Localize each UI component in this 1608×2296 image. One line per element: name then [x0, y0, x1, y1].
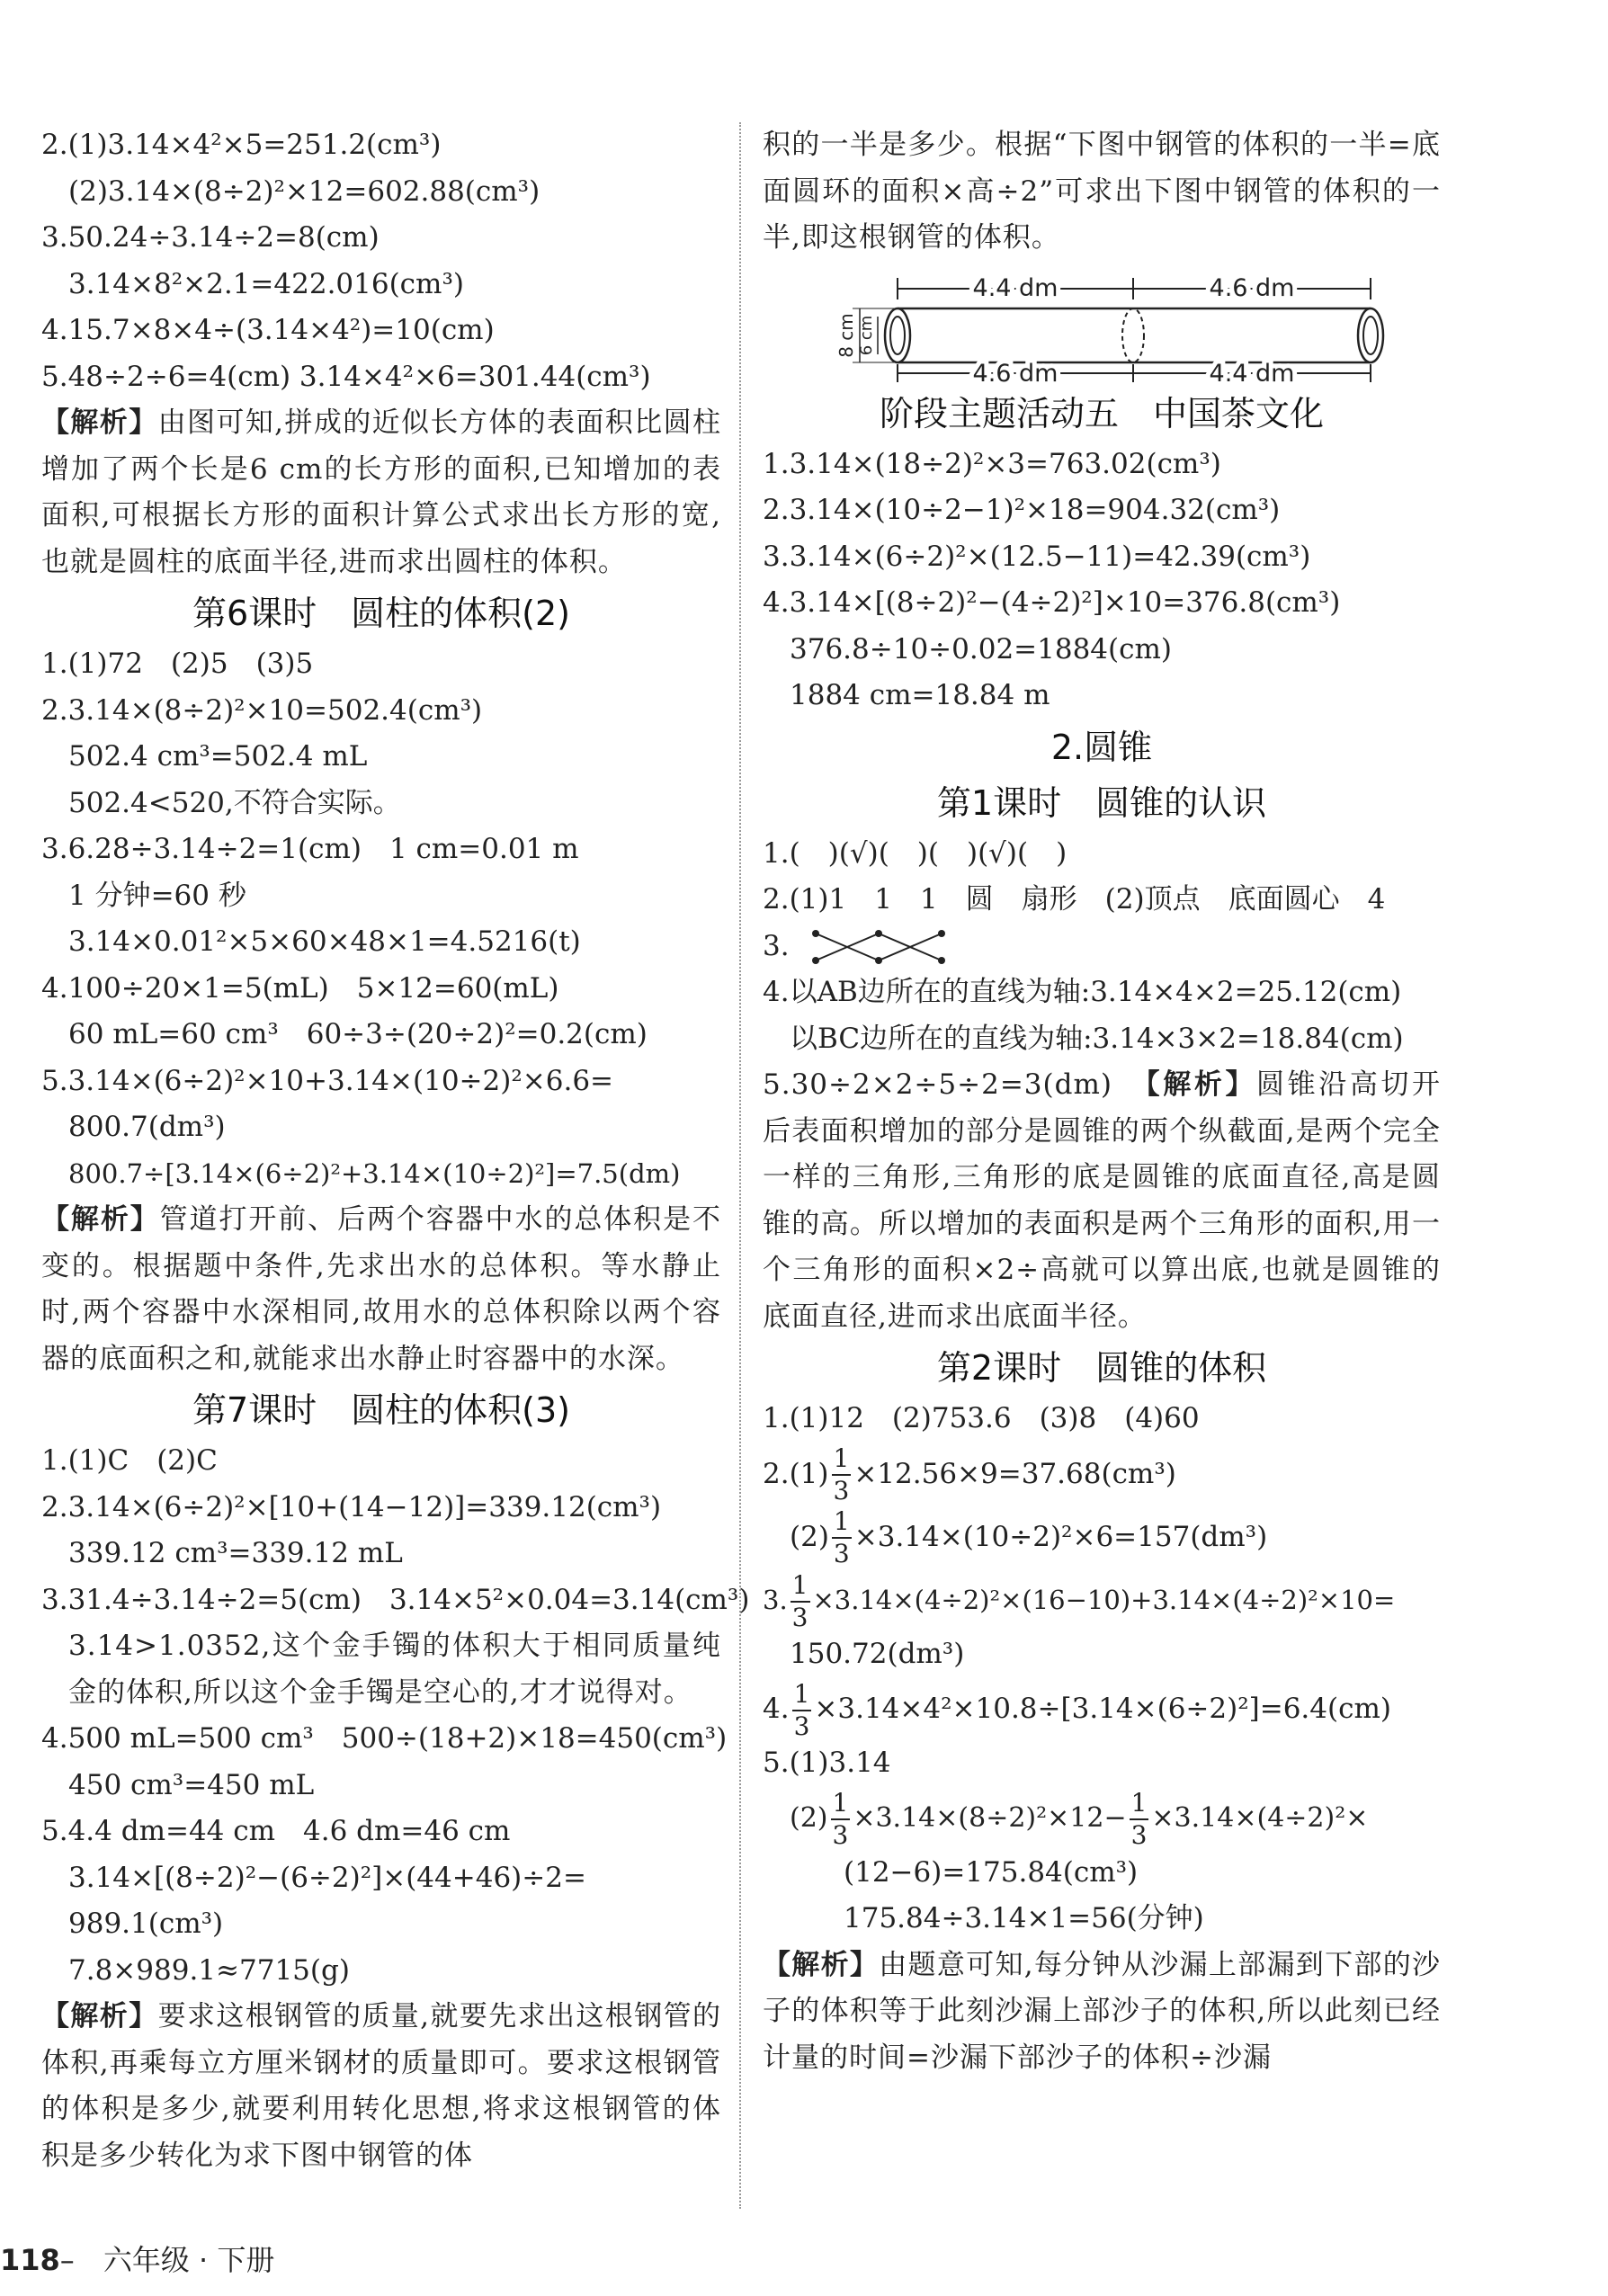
activity-heading: 阶段主题活动五 中国茶文化 [879, 393, 1324, 433]
answer-line: 3.3.14×(6÷2)²×(12.5−11)=42.39(cm³) [763, 540, 1311, 573]
answer-line [763, 924, 1441, 970]
answer-line: 3. $\frac{1}{3}$ ×3.14×(4÷2)²×(16−10)+3.14×(4÷2)²×10= [763, 1569, 1396, 1632]
analysis-tag: 【解析】 [41, 1203, 160, 1236]
right-column [763, 122, 1441, 2081]
answer-line: 1.(1)C (2)C [41, 1444, 218, 1477]
answer-line: 5.48÷2÷6=4(cm) 3.14×4²×6=301.44(cm³) [41, 360, 651, 393]
answer-line: 4.100÷20×1=5(mL) 5×12=60(mL) [41, 971, 559, 1005]
grade-label: 六年级 · 下册 [103, 2243, 275, 2277]
answer-line: 1.(1)72 (2)5 (3)5 [41, 648, 314, 680]
dim-label-top-left: 4.4 dm [972, 273, 1059, 302]
answer-line: 502.4<520,不符合实际。 [68, 786, 401, 819]
answer-line: 3.50.24÷3.14÷2=8(cm) [41, 221, 380, 254]
answer-line: 3.14×0.01²×5×60×48×1=4.5216(t) [68, 925, 581, 958]
pipe-right-inner [1363, 317, 1378, 354]
dim-label-bottom-right: 4.4 dm [1209, 359, 1295, 386]
fraction: $\frac{1}{3}$ [1130, 1787, 1148, 1850]
analysis-paragraph [763, 1062, 1441, 1340]
answer-line: 2.(1) $\frac{1}{3}$ ×12.56×9=37.68(cm³) [763, 1443, 1176, 1505]
answer-line: (2) $\frac{1}{3}$ ×3.14×(8÷2)²×12− $\frac{1}{3}$ ×3.14×(4÷2)²× [790, 1787, 1369, 1850]
answer-line: 1.3.14×(18÷2)²×3=763.02(cm³) [763, 447, 1221, 480]
answer-line: 5.4.4 dm=44 cm 4.6 dm=46 cm [41, 1815, 511, 1847]
answer-line: 989.1(cm³) [68, 1907, 224, 1940]
answer-line: 1.(1)12 (2)753.6 (3)8 (4)60 [763, 1402, 1200, 1434]
outer-diameter-label: 8 cm [835, 312, 857, 358]
section-heading: 2.圆锥 [1050, 727, 1153, 767]
answer-line: (2) $\frac{1}{3}$ ×3.14×(10÷2)²×6=157(dm³) [790, 1506, 1268, 1568]
pipe-middle-section [1122, 308, 1144, 362]
page-number: 118 [0, 2243, 60, 2277]
answer-line: 450 cm³=450 mL [68, 1768, 315, 1801]
inner-diameter-label: 6 cm [857, 315, 876, 355]
answer-line: 60 mL=60 cm³ 60÷3÷(20÷2)²=0.2(cm) [68, 1018, 648, 1050]
analysis-paragraph [41, 400, 721, 585]
answer-line: 2.3.14×(8÷2)²×10=502.4(cm³) [41, 693, 483, 727]
fraction: $\frac{1}{3}$ [833, 1443, 850, 1505]
analysis-continuation: 积的一半是多少。根据“下图中钢管的体积的一半=底面圆环的面积×高÷2”可求出下图中钢管的体积的一半,即这根钢管的体积。 [763, 129, 1441, 254]
answer-line: 376.8÷10÷0.02=1884(cm) [790, 632, 1172, 666]
answer-line: 4. $\frac{1}{3}$ ×3.14×4²×10.8÷[3.14×(6÷2)²]=6.4(cm) [763, 1678, 1391, 1741]
answer-line: 800.7(dm³) [68, 1111, 226, 1143]
pipe-left-inner [890, 317, 905, 354]
analysis-paragraph [763, 1943, 1441, 2082]
answer-line: 2.3.14×(6÷2)²×[10+(14−12)]=339.12(cm³) [41, 1490, 662, 1523]
answer-line: 1884 cm=18.84 m [790, 679, 1050, 711]
answer-line: 1.( )(√)( )( )(√)( ) [763, 836, 1068, 870]
answer-line: 2.(1)1 1 1 圆 扇形 (2)顶点 底面圆心 4 [763, 883, 1386, 916]
answer-line: 4.15.7×8×4÷(3.14×4²)=10(cm) [41, 314, 495, 346]
analysis-tag: 【解析】 [1146, 1068, 1257, 1101]
answer-line: 7.8×989.1≈7715(g) [68, 1953, 350, 1987]
answer-line: 800.7÷[3.14×(6÷2)²+3.14×(10÷2)²]=7.5(dm) [68, 1157, 681, 1189]
analysis-text: 要求这根钢管的质量,就要先求出这根钢管的体积,再乘每立方厘米钢材的质量即可。要求这根钢管的体积是多少,就要利用转化思想,将求这根钢管的体积是多少转化为求下图中钢管的体 [41, 2000, 721, 2172]
left-column [41, 122, 750, 2179]
answer-line: 5.3.14×(6÷2)²×10+3.14×(10÷2)²×6.6= [41, 1064, 614, 1097]
matching-lines-figure [798, 926, 960, 968]
analysis-text: 圆锥沿高切开后表面积增加的部分是圆锥的两个纵截面,是两个完全一样的三角形,三角形的底是圆锥的底面直径,高是圆锥的高。所以增加的表面积是两个三角形的面积,用一个三角形的面积×2÷高就可以算出底,也就是圆锥的底面直径,进而求出底面半径。 [763, 1068, 1442, 1333]
analysis-tag: 【解析】 [41, 406, 158, 439]
page-footer: 118– 六年级 · 下册 [0, 2243, 275, 2277]
fraction: $\frac{1}{3}$ [833, 1506, 850, 1568]
answer-paragraph: 3.14>1.0352,这个金手镯的体积大于相同质量纯金的体积,所以这个金手镯是空心的,才才说得对。 [68, 1630, 721, 1709]
pipe-figure [763, 262, 1441, 386]
answer-line: 4.3.14×[(8÷2)²−(4÷2)²]×10=376.8(cm³) [763, 586, 1341, 619]
analysis-text: 由图可知,拼成的近似长方体的表面积比圆柱增加了两个长是6 cm的长方形的面积,已知增加的表面积,可根据长方形的面积计算公式求出长方形的宽,也就是圆柱的底面半径,进而求出圆柱的体积。 [41, 406, 721, 578]
fraction: $\frac{1}{3}$ [791, 1569, 808, 1632]
analysis-text: 由题意可知,每分钟从沙漏上部漏到下部的沙子的体积等于此刻沙漏上部沙子的体积,所以此刻已经计量的时间=沙漏下部沙子的体积÷沙漏 [763, 1948, 1442, 2074]
answer-line: 3.6.28÷3.14÷2=1(cm) 1 cm=0.01 m [41, 833, 579, 865]
analysis-text: 管道打开前、后两个容器中水的总体积是不变的。根据题中条件,先求出水的总体积。等水静止时,两个容器中水深相同,故用水的总体积除以两个容器的底面积之和,就能求出水静止时容器中的水深。 [41, 1203, 722, 1375]
answer-line: 4.500 mL=500 cm³ 500÷(18+2)×18=450(cm³) [41, 1722, 728, 1755]
answer-line: (12−6)=175.84(cm³) [844, 1855, 1139, 1889]
answer-line: 3.31.4÷3.14÷2=5(cm) 3.14×5²×0.04=3.14(cm³) [41, 1583, 750, 1616]
dim-label-bottom-left: 4.6 dm [972, 359, 1059, 386]
lesson-heading: 第2课时 圆锥的体积 [936, 1348, 1267, 1388]
fraction: $\frac{1}{3}$ [832, 1787, 849, 1850]
answer-number: 3. [763, 929, 790, 962]
answer-line: 以BC边所在的直线为轴:3.14×3×2=18.84(cm) [790, 1022, 1404, 1055]
answer-text: 5.30÷2×2÷5÷2=3(dm) [763, 1068, 1112, 1101]
lesson-heading: 第7课时 圆柱的体积(3) [192, 1390, 570, 1430]
analysis-tag: 【解析】 [41, 2000, 158, 2032]
answer-line: 5.(1)3.14 [763, 1747, 891, 1779]
fraction: $\frac{1}{3}$ [793, 1678, 810, 1741]
answer-line: 150.72(dm³) [790, 1637, 965, 1670]
dim-label-top-right: 4.6 dm [1209, 273, 1295, 302]
analysis-paragraph [41, 1197, 721, 1382]
column-divider [739, 122, 741, 2209]
answer-line: 1 分钟=60 秒 [68, 879, 246, 912]
answer-line: 2.(1)3.14×4²×5=251.2(cm³) [41, 129, 442, 161]
steel-pipe-diagram [763, 262, 1441, 386]
analysis-tag: 【解析】 [763, 1948, 880, 1981]
answer-line: 502.4 cm³=502.4 mL [68, 740, 368, 773]
lesson-heading: 第1课时 圆锥的认识 [936, 782, 1267, 823]
answer-line: 3.14×[(8÷2)²−(6÷2)²]×(44+46)÷2= [68, 1861, 586, 1894]
answer-line: 4.以AB边所在的直线为轴:3.14×4×2=25.12(cm) [763, 976, 1402, 1008]
answer-line: (2)3.14×(8÷2)²×12=602.88(cm³) [68, 174, 540, 208]
answer-line: 2.3.14×(10÷2−1)²×18=904.32(cm³) [763, 494, 1281, 526]
lesson-heading: 第6课时 圆柱的体积(2) [192, 594, 570, 633]
answer-line: 339.12 cm³=339.12 mL [68, 1537, 403, 1569]
answer-line: 3.14×8²×2.1=422.016(cm³) [68, 267, 464, 300]
answer-line: 175.84÷3.14×1=56(分钟) [844, 1902, 1204, 1934]
analysis-paragraph [41, 1994, 721, 2179]
